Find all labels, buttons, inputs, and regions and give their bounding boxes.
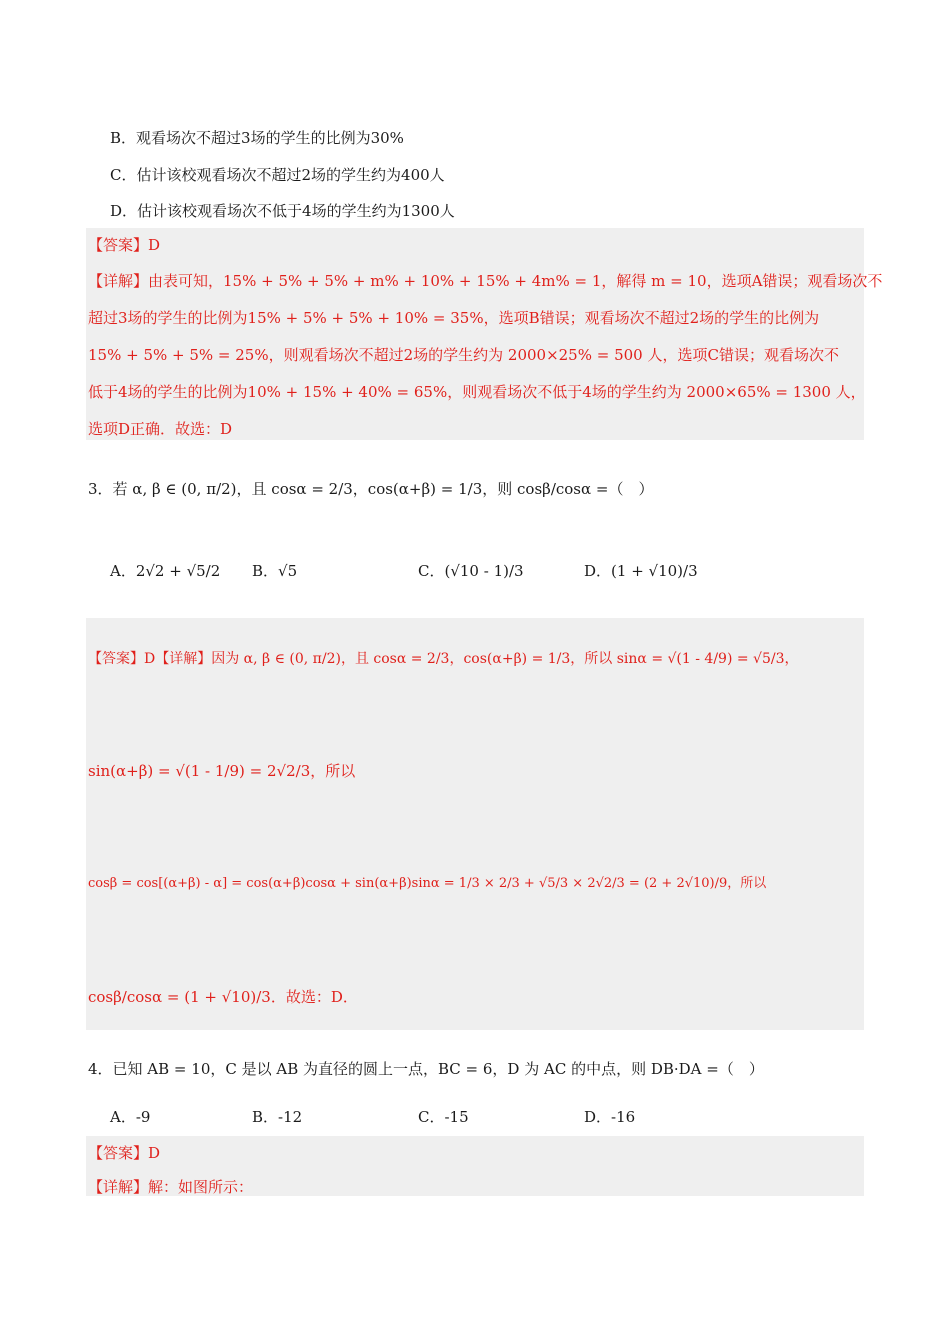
q4-stem: 4．已知 AB = 10，C 是以 AB 为直径的圆上一点，BC = 6，D 为 AC 的中点，则 DB·DA =（ ） xyxy=(88,1060,764,1078)
q4-option-a: A．-9 xyxy=(110,1108,151,1126)
q2-detail-line5: 选项D正确．故选：D xyxy=(88,420,233,438)
q4-option-b: B．-12 xyxy=(252,1108,303,1126)
q2-option-d: D．估计该校观看场次不低于4场的学生约为1300人 xyxy=(110,202,455,220)
q2-detail-line1: 【详解】由表可知，15% + 5% + 5% + m% + 10% + 15% + 4m% = 1，解得 m = 10，选项A错误；观看场次不 xyxy=(88,272,883,290)
q3-option-d: D．(1 + √10)/3 xyxy=(584,562,698,580)
q2-option-b: B．观看场次不超过3场的学生的比例为30% xyxy=(110,129,404,147)
q3-stem: 3．若 α, β ∈ (0, π/2)，且 cosα = 2/3，cos(α+β) = 1/3，则 cosβ/cosα =（ ） xyxy=(88,480,654,498)
q3-option-a: A．2√2 + √5/2 xyxy=(110,562,221,580)
q3-option-c: C．(√10 - 1)/3 xyxy=(418,562,524,580)
q4-detail: 【详解】解：如图所示： xyxy=(88,1178,254,1196)
q3-solution-box xyxy=(86,618,864,1030)
q2-answer: 【答案】D xyxy=(88,236,161,254)
q4-option-c: C．-15 xyxy=(418,1108,469,1126)
q3-sol-line1: 【答案】D【详解】因为 α, β ∈ (0, π/2)，且 cosα = 2/3，cos(α+β) = 1/3，所以 sinα = √(1 - 4/9) = √5/3， xyxy=(88,651,799,667)
q2-option-c: C．估计该校观看场次不超过2场的学生约为400人 xyxy=(110,166,445,184)
q3-sol-line4: cosβ/cosα = (1 + √10)/3．故选：D． xyxy=(88,988,358,1006)
q2-detail-line3: 15% + 5% + 5% = 25%，则观看场次不超过2场的学生约为 2000×25% = 500 人，选项C错误；观看场次不 xyxy=(88,346,839,364)
q3-sol-line2: sin(α+β) = √(1 - 1/9) = 2√2/3，所以 xyxy=(88,762,356,780)
q2-answer-box xyxy=(86,228,864,440)
q2-detail-line4: 低于4场的学生的比例为10% + 15% + 40% = 65%，则观看场次不低于4场的学生约为 2000×65% = 1300 人， xyxy=(88,383,866,401)
q4-option-d: D．-16 xyxy=(584,1108,636,1126)
q3-sol-line3: cosβ = cos[(α+β) - α] = cos(α+β)cosα + sin(α+β)sinα = 1/3 × 2/3 + √5/3 × 2√2/3 = (2 + 2√10)/9，所以 xyxy=(88,876,767,891)
q2-detail-line2: 超过3场的学生的比例为15% + 5% + 5% + 10% = 35%，选项B错误；观看场次不超过2场的学生的比例为 xyxy=(88,309,820,327)
q3-option-b: B．√5 xyxy=(252,562,298,580)
q4-answer: 【答案】D xyxy=(88,1144,161,1162)
